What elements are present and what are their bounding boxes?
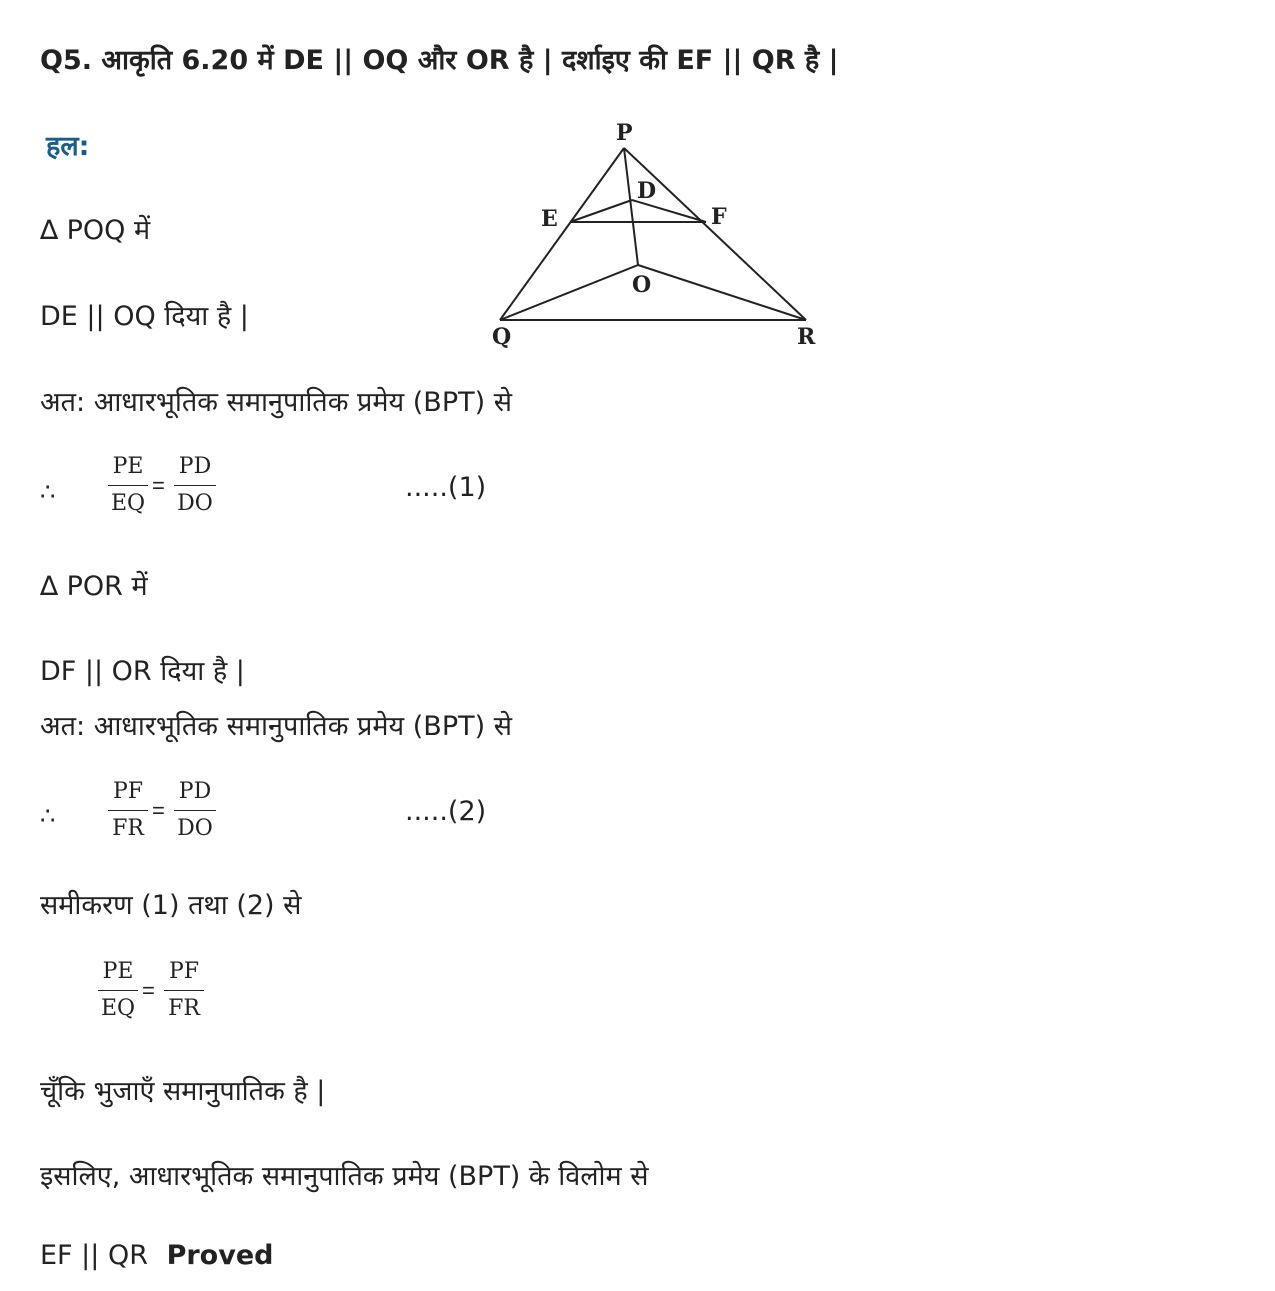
therefore-symbol-2: ∴ <box>40 802 56 830</box>
segment-or <box>638 265 806 320</box>
fraction-pd-do-2: PD DO <box>174 779 216 849</box>
equals-sign-3: = <box>142 978 155 1003</box>
step-line-1: ∆ POQ में <box>40 215 151 246</box>
fraction-pe-eq-1: PE EQ <box>108 454 148 524</box>
fraction-pe-eq-3: PE EQ <box>98 959 138 1029</box>
fraction-pf-fr: PF FR <box>108 779 148 849</box>
step-line-9: इसलिए, आधारभूतिक समानुपातिक प्रमेय (BPT) के विलोम से <box>40 1161 649 1192</box>
label-e: E <box>541 206 558 232</box>
conclusion-text: EF || QR <box>40 1240 148 1271</box>
label-p: P <box>616 120 633 146</box>
step-line-8: चूँकि भुजाएँ समानुपातिक है | <box>40 1076 326 1107</box>
label-f: F <box>711 204 727 230</box>
fraction-pf-fr-3: PF FR <box>164 959 204 1029</box>
label-q: Q <box>492 324 512 350</box>
segment-po <box>624 148 638 265</box>
step-line-6: अत: आधारभूतिक समानुपातिक प्रमेय (BPT) से <box>40 711 512 742</box>
label-r: R <box>797 324 816 350</box>
fraction-pd-do-1: PD DO <box>174 454 216 524</box>
step-line-2: DE || OQ दिया है | <box>40 301 249 332</box>
step-line-10 <box>40 1240 273 1271</box>
equation-label-1: .....(1) <box>405 472 487 503</box>
side-pq <box>500 148 624 320</box>
question-title: Q5. आकृति 6.20 में DE || OQ और OR है | दर्शाइए की EF || QR है | <box>40 45 839 76</box>
equals-sign-2: = <box>152 798 165 823</box>
equals-sign-1: = <box>152 473 165 498</box>
therefore-symbol-1: ∴ <box>40 478 56 506</box>
label-d: D <box>637 178 657 204</box>
proved-text: Proved <box>166 1240 274 1271</box>
label-o: O <box>632 272 652 298</box>
solution-label: हल: <box>46 131 90 162</box>
side-pr <box>624 148 806 320</box>
triangle-figure <box>480 115 840 355</box>
step-line-3: अत: आधारभूतिक समानुपातिक प्रमेय (BPT) से <box>40 387 512 418</box>
step-line-5: DF || OR दिया है | <box>40 656 245 687</box>
equation-label-2: .....(2) <box>405 796 487 827</box>
step-line-7: समीकरण (1) तथा (2) से <box>40 890 302 921</box>
step-line-4: ∆ POR में <box>40 571 148 602</box>
